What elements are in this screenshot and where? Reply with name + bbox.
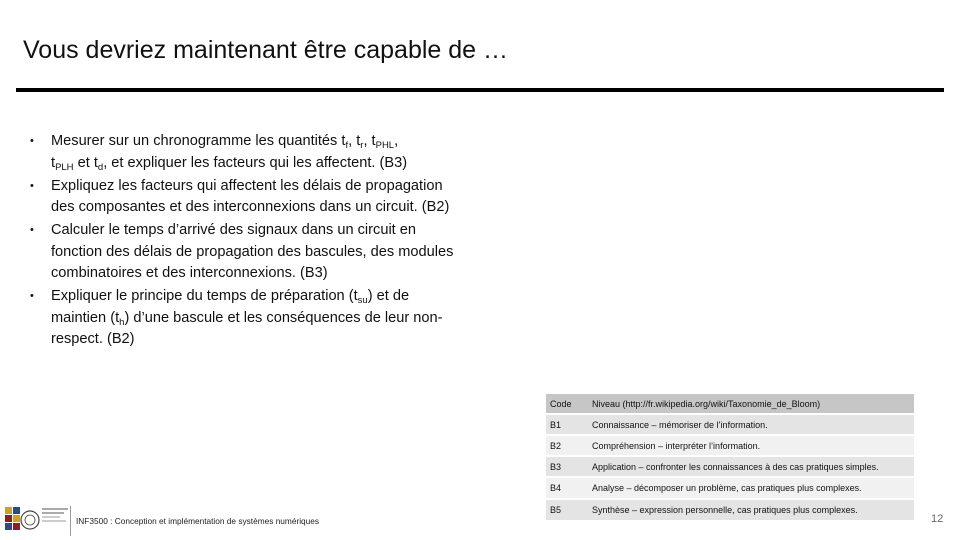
bloom-taxonomy-table xyxy=(546,394,914,522)
row-code: B3 xyxy=(546,457,588,478)
table-row xyxy=(546,457,914,478)
header-level: Niveau (http://fr.wikipedia.org/wiki/Taxonomie_de_Bloom) xyxy=(588,394,914,415)
header-code: Code xyxy=(546,394,588,415)
bullet-marker: • xyxy=(30,224,34,236)
table-row xyxy=(546,478,914,500)
page-number: 12 xyxy=(931,513,944,525)
title-underline xyxy=(16,88,944,92)
row-level: Synthèse – expression personnelle, cas pratiques plus complexes. xyxy=(588,500,914,522)
table-row xyxy=(546,436,914,457)
footer-course-title: INF3500 : Conception et implémentation de systèmes numériques xyxy=(76,516,320,526)
row-level: Application – confronter les connaissances à des cas pratiques simples. xyxy=(588,457,914,478)
row-code: B4 xyxy=(546,478,588,500)
objective-item-3: • Calculer le temps d’arrivé des signaux dans un circuit en fonction des délais de propagation des bascules, des modules combinatoires et des interconnexions. (B3) xyxy=(30,222,454,281)
row-level: Compréhension – interpréter l’information. xyxy=(588,436,914,457)
objective-item-1: • Mesurer sur un chronogramme les quantités $t_f$, $t_r$, $t_{PHL}$, $t_{PLH}$ et $t_d$, et expliquer les facteurs qui les affectent. (B3) xyxy=(30,133,408,173)
row-level: Analyse – décomposer un problème, cas pratiques plus complexes. xyxy=(588,478,914,500)
table-header-row xyxy=(546,394,914,415)
objective-item-2: • Expliquez les facteurs qui affectent les délais de propagation des composantes et des interconnexions dans un circuit. (B2) xyxy=(30,177,450,215)
bullet-marker: • xyxy=(30,135,34,147)
objectives-list xyxy=(26,131,466,352)
footer-divider xyxy=(70,506,71,536)
row-code: B5 xyxy=(546,500,588,522)
table-row xyxy=(546,500,914,522)
objective-item-4: • Expliquer le principe du temps de préparation $(t_{su})$ et de maintien $(t_h)$ d’une bascule et les conséquences de leur non-respect. (B2) xyxy=(30,288,443,347)
polytechnique-logo xyxy=(4,503,72,537)
row-level: Connaissance – mémoriser de l’information. xyxy=(588,415,914,436)
bullet-marker: • xyxy=(30,179,34,192)
table-row xyxy=(546,415,914,436)
row-code: B1 xyxy=(546,415,588,436)
row-code: B2 xyxy=(546,436,588,457)
bullet-marker: • xyxy=(30,290,34,302)
slide-title: Vous devriez maintenant être capable de … xyxy=(23,36,509,64)
